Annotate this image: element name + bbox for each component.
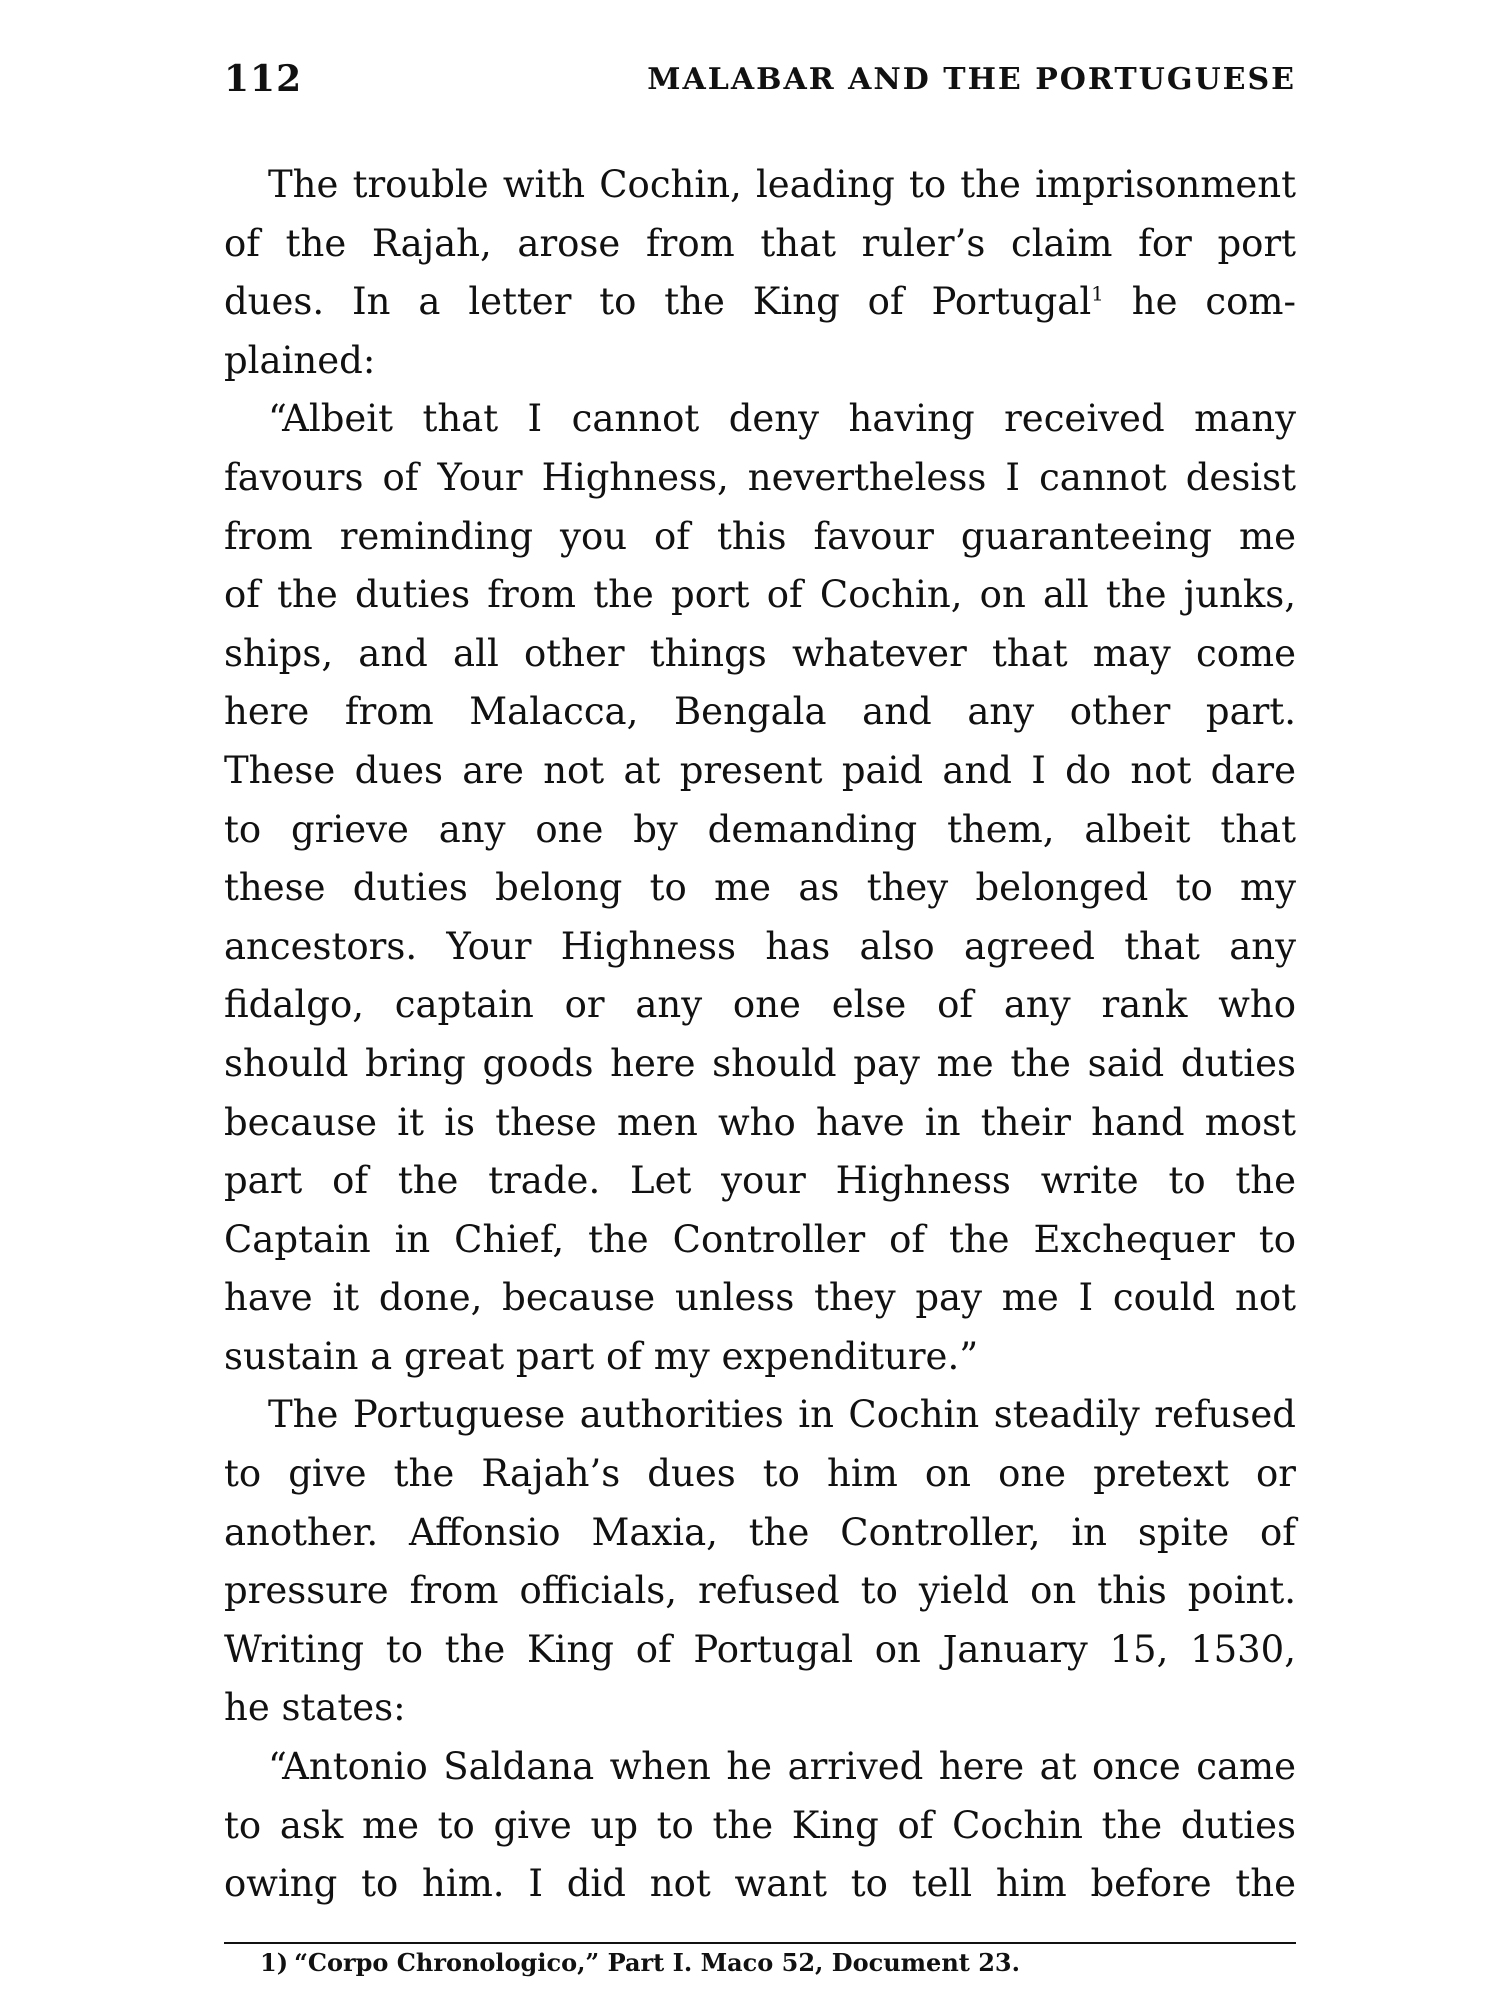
text-line: ancestors. Your Highness has also agreed that any bbox=[224, 924, 1296, 968]
text-line bbox=[224, 273, 1296, 332]
body-text bbox=[224, 156, 1296, 1914]
footnote-text: “Corpo Chronologico,” Part I. Maco 52, Document 23. bbox=[294, 1948, 1020, 1977]
text-line: fidalgo, captain or any one else of any rank who bbox=[224, 983, 1296, 1027]
text-line: plained: bbox=[224, 338, 376, 382]
text-line: another. Affonsio Maxia, the Controller, in spite of bbox=[224, 1510, 1296, 1554]
text-line: “Albeit that I cannot deny having received many bbox=[268, 397, 1296, 441]
book-page bbox=[224, 58, 1296, 1977]
text-line: to grieve any one by demanding them, albeit that bbox=[224, 807, 1296, 851]
text-line: Captain in Chief, the Controller of the Exchequer to bbox=[224, 1217, 1296, 1261]
text-line: Writing to the King of Portugal on January 15, 1530, bbox=[224, 1627, 1296, 1671]
text-line: ships, and all other things whatever that may come bbox=[224, 631, 1296, 675]
footnote-marker: 1) bbox=[260, 1948, 289, 1977]
footnote-divider bbox=[224, 1942, 1296, 1944]
text-line-tail: he com- bbox=[1103, 280, 1296, 324]
text-line: favours of Your Highness, nevertheless I cannot desist bbox=[224, 455, 1296, 499]
text-line: have it done, because unless they pay me I could not bbox=[224, 1276, 1296, 1320]
text-line: he states: bbox=[224, 1686, 406, 1730]
text-line: from reminding you of this favour guaranteeing me bbox=[224, 514, 1296, 558]
text-line: of the duties from the port of Cochin, on all the junks, bbox=[224, 573, 1296, 617]
text-line: sustain a great part of my expenditure.” bbox=[224, 1334, 979, 1378]
text-line: pressure from officials, refused to yield on this point. bbox=[224, 1569, 1296, 1613]
text-line: to ask me to give up to the King of Cochin the duties bbox=[224, 1803, 1296, 1847]
text-line: part of the trade. Let your Highness write to the bbox=[224, 1159, 1296, 1203]
footnote-reference: 1 bbox=[1091, 281, 1104, 306]
text-line: These dues are not at present paid and I do not dare bbox=[224, 748, 1296, 792]
text-line: of the Rajah, arose from that ruler’s claim for port bbox=[224, 221, 1296, 265]
text-line: because it is these men who have in their hand most bbox=[224, 1100, 1296, 1144]
text-line: to give the Rajah’s dues to him on one pretext or bbox=[224, 1452, 1296, 1496]
text-line: owing to him. I did not want to tell him before the bbox=[224, 1862, 1296, 1906]
text-line: The trouble with Cochin, leading to the imprisonment bbox=[268, 163, 1296, 206]
text-line: should bring goods here should pay me the said duties bbox=[224, 1041, 1296, 1085]
page-number: 112 bbox=[224, 58, 303, 100]
text-line: “Antonio Saldana when he arrived here at once came bbox=[268, 1745, 1296, 1789]
text-line: The Portuguese authorities in Cochin steadily refused bbox=[268, 1393, 1296, 1437]
text-line: here from Malacca, Bengala and any other part. bbox=[224, 690, 1296, 734]
text-line-main: dues. In a letter to the King of Portugal bbox=[224, 280, 1092, 324]
running-head: MALABAR AND THE PORTUGUESE bbox=[647, 62, 1296, 97]
footnote bbox=[260, 1948, 1020, 1977]
page-header bbox=[224, 58, 1296, 110]
text-line: these duties belong to me as they belonged to my bbox=[224, 866, 1296, 910]
